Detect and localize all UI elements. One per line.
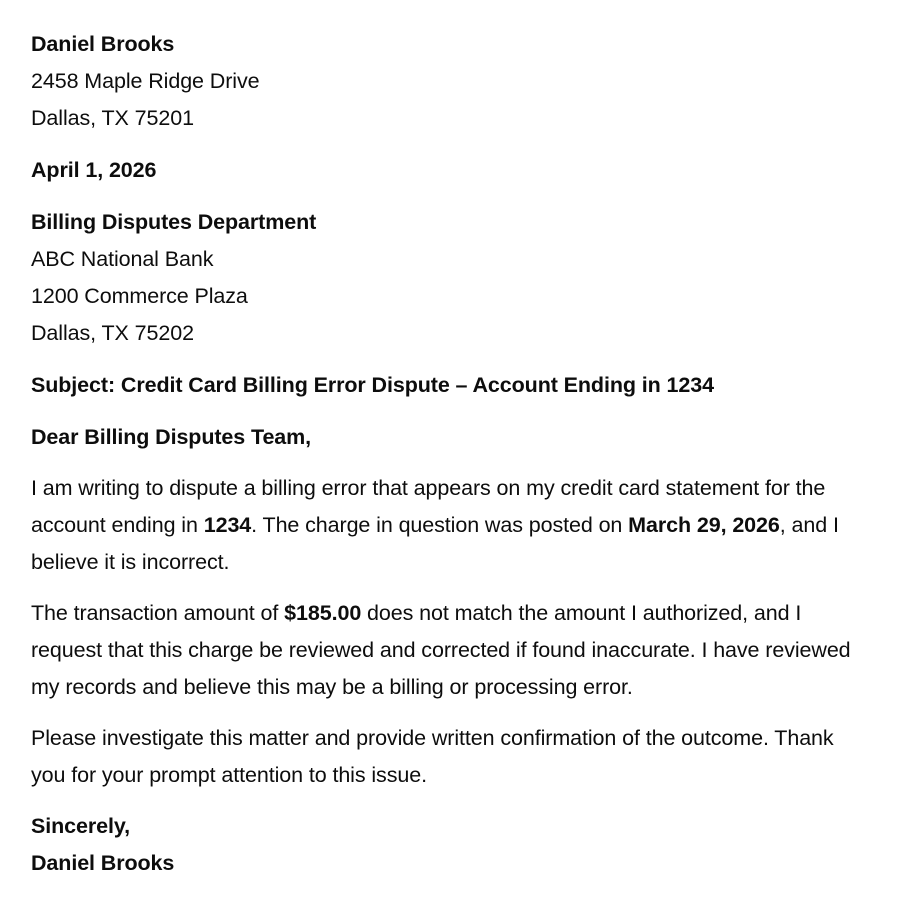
greeting-line: Dear Billing Disputes Team, xyxy=(31,425,312,449)
sender-name: Daniel Brooks xyxy=(31,32,175,56)
body-paragraph-3-block xyxy=(31,720,856,794)
p1-account-number: 1234 xyxy=(203,513,252,537)
recipient-address-block xyxy=(31,204,856,352)
p2-text-part2: does not match the amount I authorized, and I request that this charge be reviewed and corrected if found inaccurate. I have reviewed my records and believe this may be a billing or processing error. xyxy=(31,601,851,699)
subject-line: Subject: Credit Card Billing Error Dispute – Account Ending in 1234 xyxy=(31,373,714,397)
sender-street: 2458 Maple Ridge Drive xyxy=(31,69,260,93)
recipient-organization: ABC National Bank xyxy=(31,247,214,271)
letter-date-block xyxy=(31,152,856,189)
recipient-department: Billing Disputes Department xyxy=(31,210,317,234)
p1-text-part1: I am writing to dispute a billing error that appears on my credit card statement for the account ending in xyxy=(31,476,826,537)
subject-block xyxy=(31,367,856,404)
closing-signature-name: Daniel Brooks xyxy=(31,851,175,875)
body-paragraph-1-block xyxy=(31,470,856,581)
closing-salutation: Sincerely, xyxy=(31,814,130,838)
body-paragraph-2 xyxy=(31,595,856,706)
p1-text-part3: , and I believe it is incorrect. xyxy=(31,513,839,574)
p1-text-part2: . The charge in question was posted on xyxy=(251,513,629,537)
body-paragraph-3: Please investigate this matter and provide written confirmation of the outcome. Thank you for your prompt attention to this issue. xyxy=(31,726,834,787)
greeting-block xyxy=(31,419,856,456)
body-paragraph-2-block xyxy=(31,595,856,706)
sender-city-state-zip: Dallas, TX 75201 xyxy=(31,106,194,130)
recipient-city-state-zip: Dallas, TX 75202 xyxy=(31,321,194,345)
letter-date: April 1, 2026 xyxy=(31,158,157,182)
p2-transaction-amount: $185.00 xyxy=(284,601,362,625)
closing-block xyxy=(31,808,856,882)
p2-text-part1: The transaction amount of xyxy=(31,601,285,625)
p1-charge-date: March 29, 2026 xyxy=(628,513,780,537)
recipient-street: 1200 Commerce Plaza xyxy=(31,284,248,308)
sender-address-block xyxy=(31,26,856,137)
body-paragraph-1 xyxy=(31,470,856,581)
